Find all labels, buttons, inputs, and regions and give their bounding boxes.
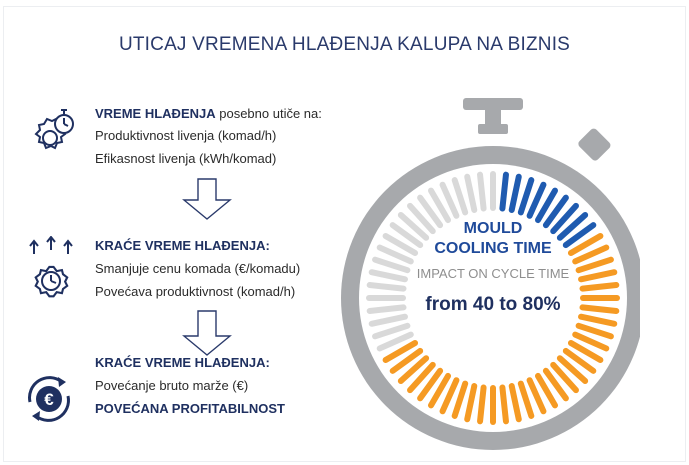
mould-label: MOULD — [463, 220, 523, 237]
cooling-time-label: COOLING TIME — [434, 240, 552, 257]
stopwatch-tick — [583, 307, 617, 311]
stopwatch-tick — [502, 175, 506, 209]
stopwatch-tick — [370, 285, 404, 289]
block2-heading: KRAĆE VREME HLAĐENJA: — [95, 238, 270, 253]
impact-label: IMPACT ON CYCLE TIME — [416, 266, 570, 281]
block2-line2: Povećava produktivnost (komad/h) — [95, 284, 296, 299]
percent-range-label: from 40 to 80% — [425, 294, 561, 315]
gear-stopwatch-icon — [24, 106, 80, 162]
block1-line1: Produktivnost livenja (komad/h) — [95, 128, 277, 143]
stopwatch-tick — [480, 175, 484, 209]
stopwatch-tick — [480, 388, 484, 422]
stopwatch-tick — [370, 307, 404, 311]
euro-cycle-icon — [22, 372, 76, 426]
stopwatch-graphic — [340, 88, 640, 453]
block3-line1: Povećanje bruto marže (€) — [95, 378, 249, 393]
block2-line1: Smanjuje cenu komada (€/komadu) — [95, 261, 301, 276]
down-arrow-icon — [182, 178, 232, 220]
block1-line2: Efikasnost livenja (kWh/komad) — [95, 151, 277, 166]
gear-clock-arrows-icon — [22, 236, 80, 302]
svg-text:€: € — [44, 390, 54, 409]
block1-heading: VREME HLAĐENJA posebno utiče na: — [95, 106, 322, 121]
block3-heading: KRAĆE VREME HLAĐENJA: — [95, 355, 270, 370]
page-title: UTICAJ VREMENA HLAĐENJA KALUPA NA BIZNIS — [118, 34, 571, 55]
stopwatch-tick — [502, 388, 506, 422]
stopwatch-tick — [583, 285, 617, 289]
down-arrow-icon-2 — [182, 310, 232, 356]
block3-footer: POVEĆANA PROFITABILNOST — [95, 401, 285, 416]
